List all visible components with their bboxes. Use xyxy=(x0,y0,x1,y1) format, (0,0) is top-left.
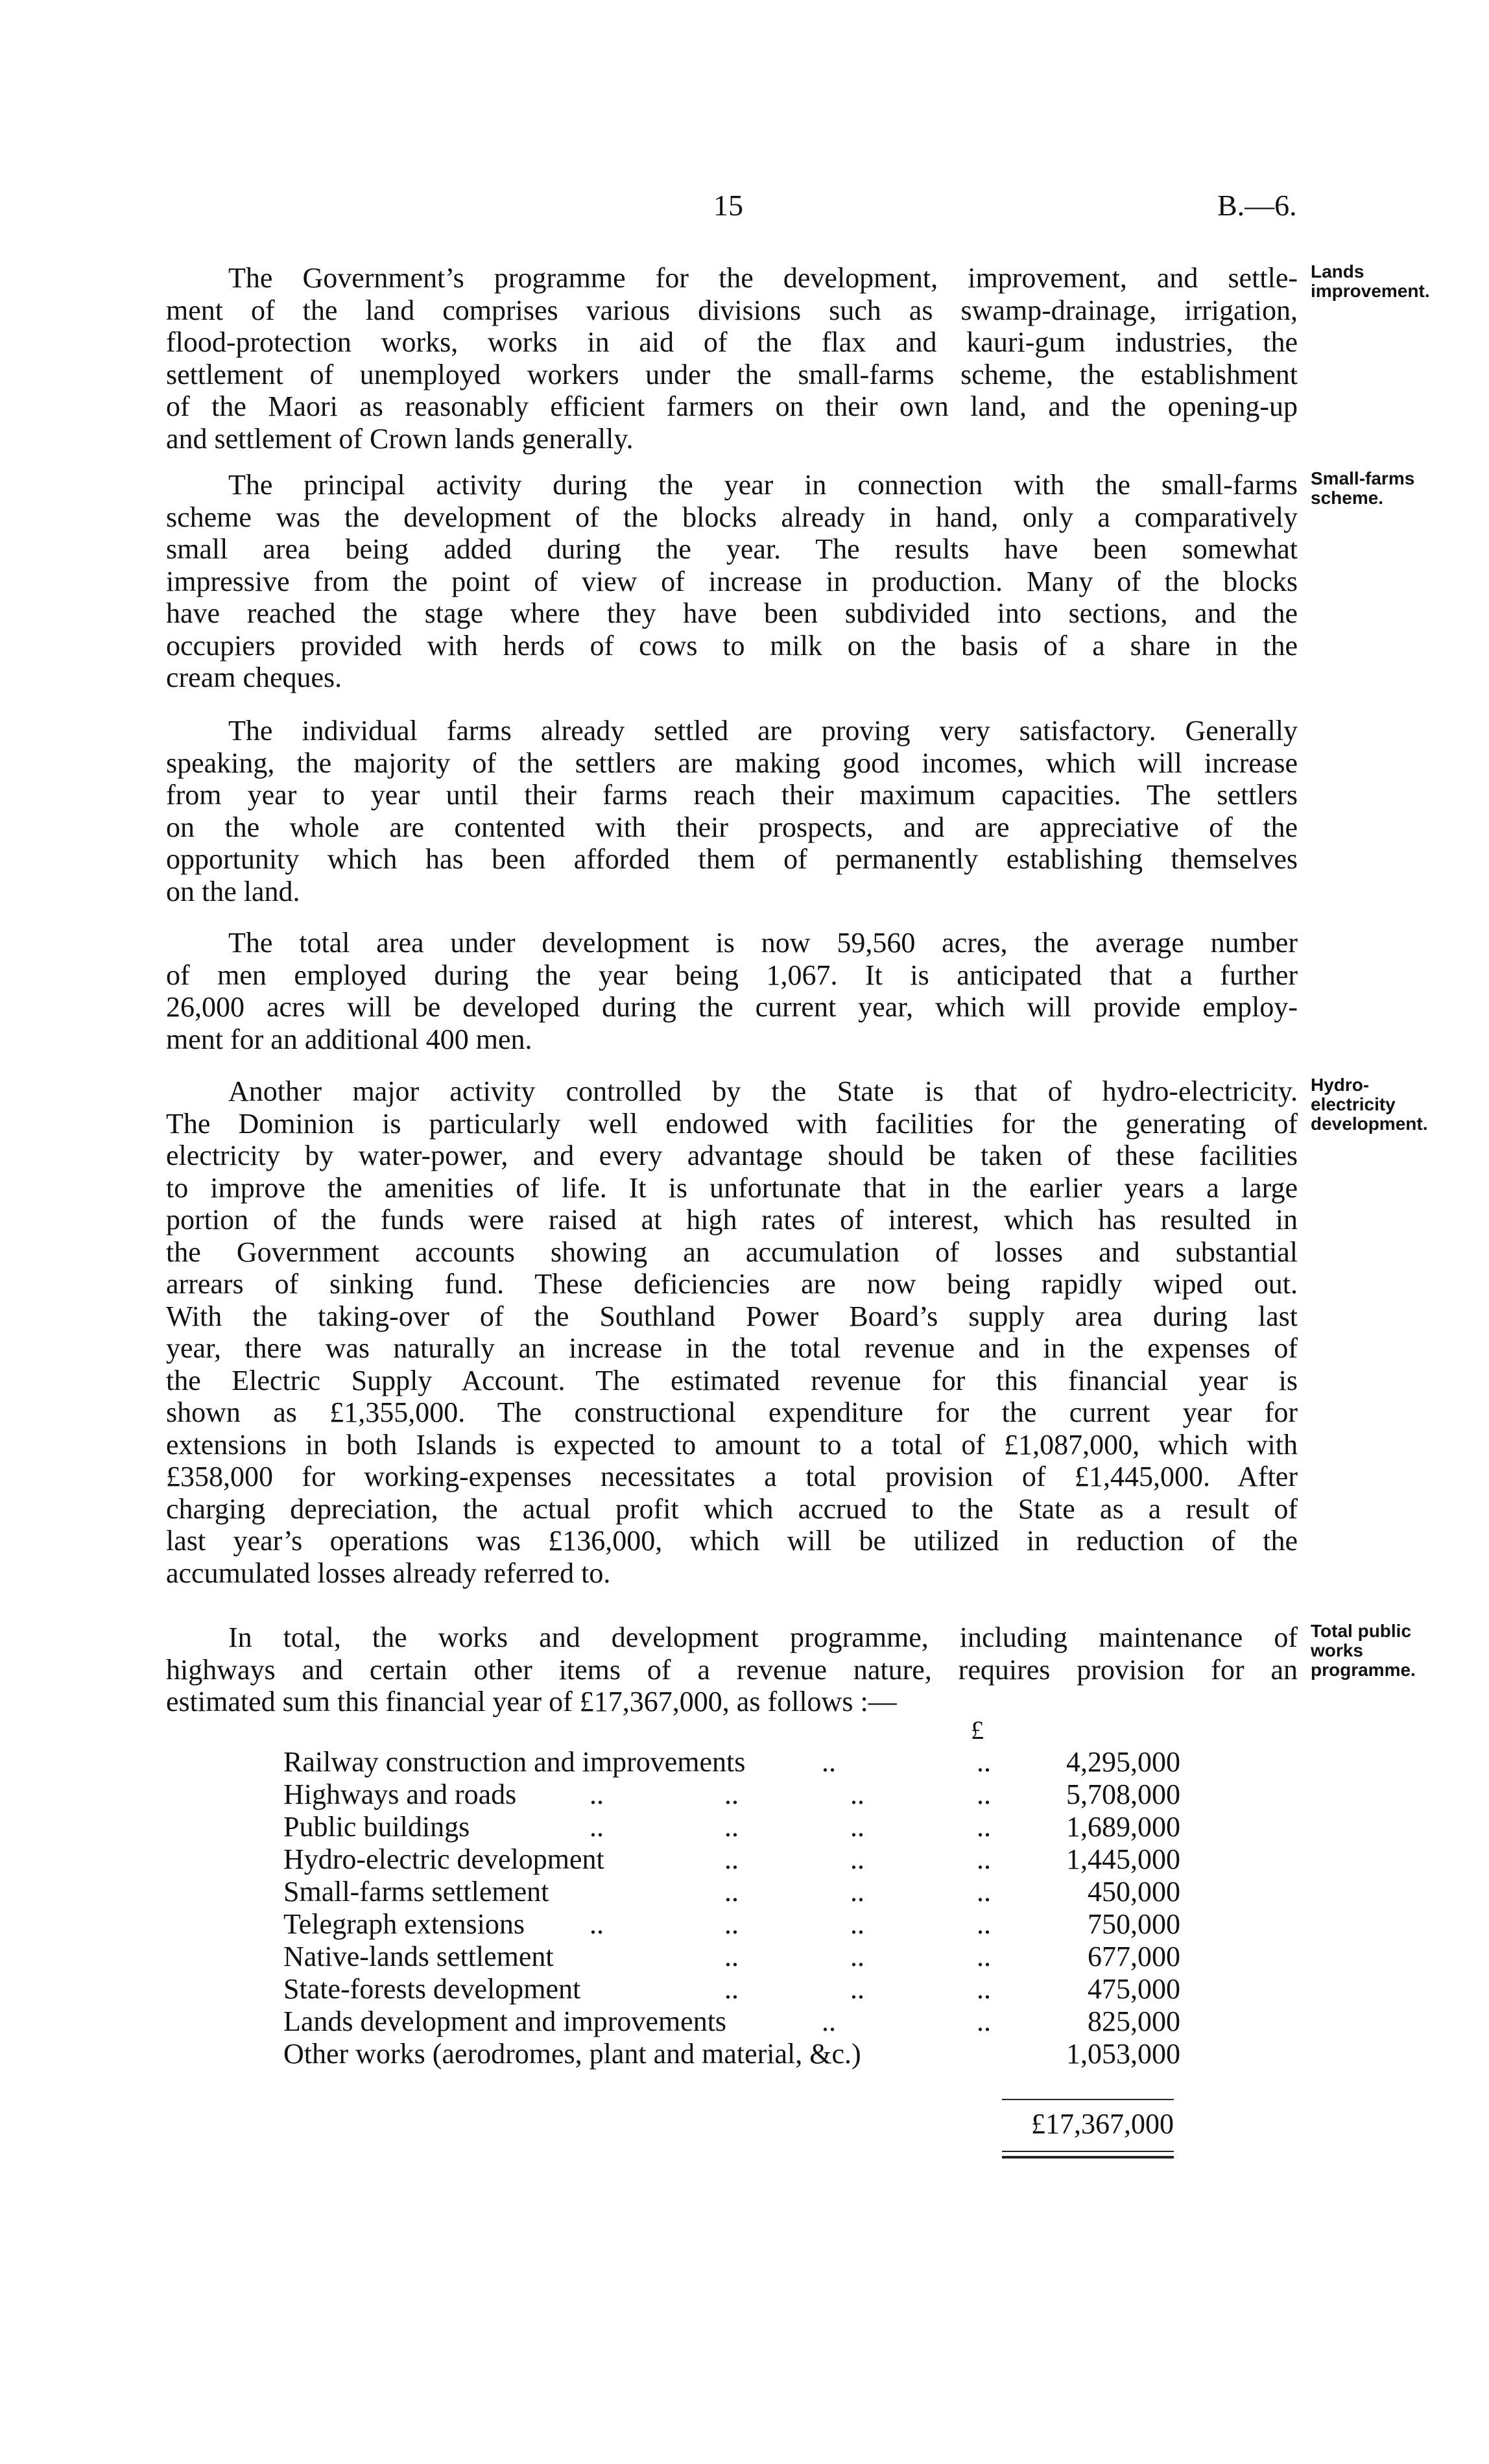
dot-leaders xyxy=(283,2005,1010,2038)
paragraph xyxy=(166,1075,1298,1589)
dot-leaders xyxy=(283,1941,1010,1973)
text-line: cream cheques. xyxy=(166,662,342,693)
dot-leader: .. xyxy=(850,1778,864,1810)
text-line: ment for an additional 400 men. xyxy=(166,1023,532,1055)
text-line: portion of the funds were raised at high rates of interest, which has resulted in xyxy=(166,1204,1298,1236)
dot-leader: .. xyxy=(977,1843,991,1875)
document-reference: B.—6. xyxy=(1217,189,1297,222)
row-amount: 5,708,000 xyxy=(1066,1778,1180,1810)
margin-note-line: programme. xyxy=(1311,1660,1416,1680)
row-amount: 4,295,000 xyxy=(1066,1746,1180,1778)
row-amount: 750,000 xyxy=(1088,1908,1180,1940)
table-row xyxy=(283,1876,1180,1908)
paragraph xyxy=(166,715,1298,907)
text-line: on the land. xyxy=(166,875,300,907)
total-double-rule xyxy=(1002,2151,1174,2152)
dot-leader: .. xyxy=(850,1876,864,1908)
text-line: flood-protection works, works in aid of the flax and kauri-gum industries, the xyxy=(166,326,1298,358)
dot-leader: .. xyxy=(850,1973,864,2005)
text-line: of men employed during the year being 1,067. It is anticipated that a further xyxy=(166,959,1298,991)
row-label: Highways and roads xyxy=(283,1778,517,1810)
text-line: on the whole are contented with their prospects, and are appreciative of the xyxy=(166,811,1298,843)
text-line: shown as £1,355,000. The constructional expenditure for the current year for xyxy=(166,1396,1298,1428)
dot-leader: .. xyxy=(977,1941,991,1972)
dot-leader: .. xyxy=(977,1778,991,1810)
dot-leader: .. xyxy=(724,1778,739,1810)
text-line: the Electric Supply Account. The estimated revenue for this financial year is xyxy=(166,1364,1298,1396)
table-row xyxy=(283,1973,1180,2005)
text-line: The Government’s programme for the development, improvement, and settle- xyxy=(228,262,1298,294)
dot-leader: .. xyxy=(850,1941,864,1972)
text-line: have reached the stage where they have been subdivided into sections, and the xyxy=(166,597,1298,629)
table-row xyxy=(283,2038,1180,2070)
text-line: electricity by water-power, and every advantage should be taken of these facilities xyxy=(166,1140,1298,1171)
dot-leader: .. xyxy=(724,1843,739,1875)
margin-note xyxy=(1311,1621,1416,1680)
text-line: Another major activity controlled by the State is that of hydro-electricity. xyxy=(228,1075,1298,1107)
text-line: last year’s operations was £136,000, which will be utilized in reduction of the xyxy=(166,1525,1298,1557)
text-line: impressive from the point of view of increase in production. Many of the blocks xyxy=(166,565,1298,597)
text-line: small area being added during the year. The results have been somewhat xyxy=(166,533,1298,565)
row-label: Railway construction and improvements xyxy=(283,1746,746,1778)
table-row xyxy=(283,1746,1180,1778)
paragraph xyxy=(166,469,1298,694)
dot-leader: .. xyxy=(977,1746,991,1778)
dot-leader: .. xyxy=(724,1811,739,1843)
row-label: Native-lands settlement xyxy=(283,1941,554,1972)
dot-leaders xyxy=(283,1746,1010,1778)
text-line: of the Maori as reasonably efficient farmers on their own land, and the opening-up xyxy=(166,390,1298,422)
currency-header: £ xyxy=(971,1716,984,1745)
text-line: occupiers provided with herds of cows to milk on the basis of a share in the xyxy=(166,629,1298,662)
text-line: arrears of sinking fund. These deficiencies are now being rapidly wiped out. xyxy=(166,1268,1298,1300)
margin-note-line: Total public xyxy=(1311,1621,1412,1641)
dot-leader: .. xyxy=(850,1811,864,1843)
row-amount: 825,000 xyxy=(1088,2005,1180,2037)
text-line: and settlement of Crown lands generally. xyxy=(166,422,634,455)
dot-leaders xyxy=(283,1876,1010,1908)
text-line: In total, the works and development programme, including maintenance of xyxy=(228,1621,1298,1653)
text-line: scheme was the development of the blocks already in hand, only a comparatively xyxy=(166,501,1298,533)
paragraph xyxy=(166,1621,1298,1718)
dot-leaders xyxy=(283,2038,1010,2070)
table-total: £17,367,000 xyxy=(1031,2108,1174,2140)
dot-leader: .. xyxy=(724,1941,739,1972)
text-line: The individual farms already settled are proving very satisfactory. Generally xyxy=(228,715,1298,747)
table-row xyxy=(283,2005,1180,2038)
text-line: 26,000 acres will be developed during the current year, which will provide employ- xyxy=(166,991,1298,1023)
row-label: Other works (aerodromes, plant and material, &c.) xyxy=(283,2038,861,2070)
text-line: charging depreciation, the actual profit which accrued to the State as a result of xyxy=(166,1492,1298,1525)
dot-leader: .. xyxy=(977,1908,991,1940)
dot-leader: .. xyxy=(590,1908,604,1940)
row-amount: 1,689,000 xyxy=(1066,1811,1180,1843)
text-line: extensions in both Islands is expected to amount to a total of £1,087,000, which with xyxy=(166,1428,1298,1461)
margin-note xyxy=(1311,1075,1427,1134)
margin-note-line: electricity xyxy=(1311,1094,1396,1114)
dot-leader: .. xyxy=(724,1908,739,1940)
programme-table xyxy=(283,1746,1180,2070)
dot-leader: .. xyxy=(724,1973,739,2005)
row-label: State-forests development xyxy=(283,1973,581,2005)
text-line: the Government accounts showing an accumulation of losses and substantial xyxy=(166,1236,1298,1268)
table-row xyxy=(283,1843,1180,1876)
text-line: opportunity which has been afforded them of permanently establishing themselves xyxy=(166,843,1298,875)
dot-leader: .. xyxy=(724,1876,739,1908)
dot-leaders xyxy=(283,1811,1010,1843)
text-line: from year to year until their farms reach their maximum capacities. The settlers xyxy=(166,779,1298,811)
dot-leader: .. xyxy=(822,1746,836,1778)
margin-note-line: development. xyxy=(1311,1114,1428,1134)
table-row xyxy=(283,1908,1180,1941)
margin-note-line: improvement. xyxy=(1311,281,1430,301)
dot-leader: .. xyxy=(590,1811,604,1843)
margin-note-line: scheme. xyxy=(1311,488,1384,508)
text-line: estimated sum this financial year of £17,367,000, as follows :— xyxy=(166,1686,897,1717)
row-label: Hydro-electric development xyxy=(283,1843,604,1875)
dot-leader: .. xyxy=(977,1973,991,2005)
dot-leader: .. xyxy=(590,1778,604,1810)
text-line: highways and certain other items of a revenue nature, requires provision for an xyxy=(166,1653,1298,1686)
text-line: year, there was naturally an increase in the total revenue and in the expenses of xyxy=(166,1332,1298,1364)
subtotal-rule xyxy=(1002,2099,1174,2100)
table-row xyxy=(283,1811,1180,1843)
margin-note-line: Lands xyxy=(1311,261,1364,281)
row-label: Lands development and improvements xyxy=(283,2005,727,2037)
row-label: Small-farms settlement xyxy=(283,1876,549,1908)
dot-leaders xyxy=(283,1973,1010,2005)
dot-leaders xyxy=(283,1908,1010,1941)
table-row xyxy=(283,1778,1180,1811)
dot-leader: .. xyxy=(822,2005,836,2037)
row-amount: 1,445,000 xyxy=(1066,1843,1180,1875)
row-amount: 475,000 xyxy=(1088,1973,1180,2005)
text-line: £358,000 for working-expenses necessitates a total provision of £1,445,000. After xyxy=(166,1461,1298,1492)
margin-note xyxy=(1311,262,1430,301)
text-line: to improve the amenities of life. It is unfortunate that in the earlier years a large xyxy=(166,1171,1298,1204)
text-line: ment of the land comprises various divisions such as swamp-drainage, irrigation, xyxy=(166,294,1298,326)
paragraph xyxy=(166,927,1298,1055)
margin-note-line: Hydro- xyxy=(1311,1075,1370,1095)
dot-leader: .. xyxy=(850,1908,864,1940)
dot-leader: .. xyxy=(977,1811,991,1843)
row-amount: 677,000 xyxy=(1088,1941,1180,1972)
text-line: With the taking-over of the Southland Power Board’s supply area during last xyxy=(166,1300,1298,1332)
margin-note-line: works xyxy=(1311,1640,1363,1660)
margin-note-line: Small-farms xyxy=(1311,468,1415,488)
text-line: settlement of unemployed workers under the small-farms scheme, the establishment xyxy=(166,358,1298,390)
row-amount: 1,053,000 xyxy=(1066,2038,1180,2070)
text-line: accumulated losses already referred to. xyxy=(166,1557,611,1589)
text-line: The Dominion is particularly well endowed with facilities for the generating of xyxy=(166,1107,1298,1140)
dot-leader: .. xyxy=(977,1876,991,1908)
text-line: The total area under development is now 59,560 acres, the average number xyxy=(228,927,1298,959)
text-line: speaking, the majority of the settlers are making good incomes, which will increase xyxy=(166,747,1298,779)
row-label: Public buildings xyxy=(283,1811,470,1843)
text-line: The principal activity during the year in connection with the small-farms xyxy=(228,469,1298,501)
page-number: 15 xyxy=(713,189,743,222)
dot-leader: .. xyxy=(977,2005,991,2037)
table-row xyxy=(283,1941,1180,1973)
dot-leaders xyxy=(283,1843,1010,1876)
total-double-rule xyxy=(1002,2156,1174,2159)
row-label: Telegraph extensions xyxy=(283,1908,525,1940)
dot-leader: .. xyxy=(850,1843,864,1875)
dot-leaders xyxy=(283,1778,1010,1811)
margin-note xyxy=(1311,469,1414,508)
paragraph xyxy=(166,262,1298,455)
row-amount: 450,000 xyxy=(1088,1876,1180,1908)
